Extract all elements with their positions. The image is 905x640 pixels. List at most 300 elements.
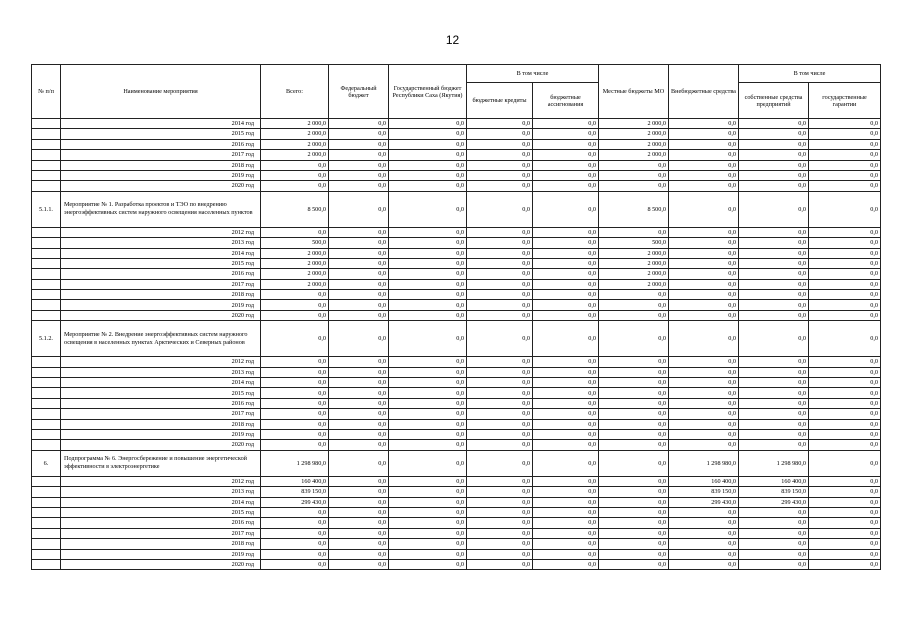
table-row [32, 429, 881, 439]
row-name: 2013 год [61, 487, 261, 497]
cell-value: 0,0 [809, 507, 881, 517]
cell-value: 0,0 [739, 170, 809, 180]
cell-value: 0,0 [467, 139, 533, 149]
cell-value: 0,0 [533, 181, 599, 191]
cell-value: 0,0 [599, 321, 669, 357]
cell-value: 0,0 [809, 450, 881, 476]
row-name: 2017 год [61, 409, 261, 419]
cell-value: 0,0 [329, 487, 389, 497]
cell-value: 0,0 [389, 181, 467, 191]
row-number [32, 549, 61, 559]
cell-value: 0,0 [467, 150, 533, 160]
cell-value: 0,0 [261, 310, 329, 320]
cell-value: 8 500,0 [599, 191, 669, 227]
cell-value: 0,0 [533, 300, 599, 310]
row-number [32, 227, 61, 237]
cell-value: 0,0 [739, 290, 809, 300]
cell-value: 0,0 [739, 559, 809, 569]
cell-value: 2 000,0 [261, 150, 329, 160]
cell-value: 0,0 [533, 419, 599, 429]
cell-value: 0,0 [809, 290, 881, 300]
cell-value: 1 298 980,0 [261, 450, 329, 476]
cell-value: 0,0 [467, 258, 533, 268]
row-number [32, 487, 61, 497]
cell-value: 0,0 [389, 248, 467, 258]
table-row [32, 507, 881, 517]
cell-value: 0,0 [533, 388, 599, 398]
cell-value: 0,0 [389, 440, 467, 450]
cell-value: 0,0 [389, 450, 467, 476]
cell-value: 0,0 [739, 321, 809, 357]
cell-value: 0,0 [669, 269, 739, 279]
cell-value: 0,0 [329, 139, 389, 149]
cell-value: 0,0 [809, 476, 881, 486]
cell-value: 0,0 [389, 119, 467, 129]
cell-value: 0,0 [533, 378, 599, 388]
header-extrabudget: Внебюджетные средства [669, 65, 739, 119]
cell-value: 0,0 [467, 367, 533, 377]
cell-value: 0,0 [261, 549, 329, 559]
row-name: 2015 год [61, 129, 261, 139]
row-name: 2014 год [61, 248, 261, 258]
cell-value: 0,0 [809, 440, 881, 450]
cell-value: 0,0 [533, 170, 599, 180]
cell-value: 0,0 [533, 357, 599, 367]
cell-value: 0,0 [261, 367, 329, 377]
row-number [32, 518, 61, 528]
cell-value: 0,0 [669, 507, 739, 517]
cell-value: 0,0 [669, 440, 739, 450]
cell-value: 0,0 [389, 549, 467, 559]
cell-value: 0,0 [467, 487, 533, 497]
header-guarantees: государственные гарантии [809, 83, 881, 119]
cell-value: 0,0 [467, 398, 533, 408]
cell-value: 0,0 [809, 227, 881, 237]
cell-value: 0,0 [739, 310, 809, 320]
cell-value: 0,0 [599, 378, 669, 388]
cell-value: 0,0 [809, 238, 881, 248]
header-name: Наименование мероприятия [61, 65, 261, 119]
row-name: 2016 год [61, 518, 261, 528]
cell-value: 0,0 [739, 398, 809, 408]
row-name: 2013 год [61, 238, 261, 248]
cell-value: 0,0 [389, 487, 467, 497]
table-row [32, 238, 881, 248]
cell-value: 0,0 [739, 258, 809, 268]
cell-value: 0,0 [389, 518, 467, 528]
cell-value: 0,0 [533, 518, 599, 528]
cell-value: 0,0 [467, 119, 533, 129]
cell-value: 0,0 [809, 419, 881, 429]
cell-value: 0,0 [389, 378, 467, 388]
cell-value: 160 400,0 [669, 476, 739, 486]
row-name: Мероприятие № 2. Внедрение энергоэффективных систем наружного освещения в населенных пунктах Арктических и Северных районов [61, 321, 261, 357]
cell-value: 0,0 [329, 388, 389, 398]
cell-value: 0,0 [739, 119, 809, 129]
cell-value: 0,0 [739, 181, 809, 191]
table-row [32, 559, 881, 569]
cell-value: 0,0 [739, 367, 809, 377]
cell-value: 0,0 [739, 429, 809, 439]
cell-value: 0,0 [389, 507, 467, 517]
cell-value: 0,0 [669, 549, 739, 559]
table-row [32, 300, 881, 310]
cell-value: 0,0 [599, 409, 669, 419]
cell-value: 0,0 [261, 559, 329, 569]
cell-value: 0,0 [809, 321, 881, 357]
cell-value: 0,0 [533, 321, 599, 357]
row-name: 2014 год [61, 497, 261, 507]
cell-value: 0,0 [599, 170, 669, 180]
cell-value: 0,0 [329, 367, 389, 377]
cell-value: 0,0 [329, 129, 389, 139]
cell-value: 0,0 [467, 440, 533, 450]
table-row [32, 269, 881, 279]
table-row [32, 419, 881, 429]
cell-value: 0,0 [329, 248, 389, 258]
table-row [32, 160, 881, 170]
table-row [32, 367, 881, 377]
cell-value: 0,0 [809, 300, 881, 310]
header-credits: бюджетные кредиты [467, 83, 533, 119]
cell-value: 0,0 [467, 310, 533, 320]
cell-value: 0,0 [467, 388, 533, 398]
row-name: 2017 год [61, 528, 261, 538]
cell-value: 0,0 [739, 248, 809, 258]
row-number [32, 139, 61, 149]
cell-value: 0,0 [261, 170, 329, 180]
row-name: 2018 год [61, 160, 261, 170]
cell-value: 0,0 [261, 388, 329, 398]
cell-value: 0,0 [599, 300, 669, 310]
cell-value: 0,0 [261, 409, 329, 419]
cell-value: 0,0 [533, 409, 599, 419]
cell-value: 0,0 [389, 300, 467, 310]
row-name: 2014 год [61, 119, 261, 129]
row-name: 2019 год [61, 549, 261, 559]
cell-value: 0,0 [533, 559, 599, 569]
row-number [32, 150, 61, 160]
cell-value: 0,0 [329, 559, 389, 569]
row-number [32, 119, 61, 129]
cell-value: 0,0 [533, 290, 599, 300]
cell-value: 0,0 [739, 191, 809, 227]
cell-value: 0,0 [669, 518, 739, 528]
cell-value: 0,0 [329, 476, 389, 486]
cell-value: 0,0 [739, 518, 809, 528]
cell-value: 0,0 [261, 518, 329, 528]
row-name: 2019 год [61, 300, 261, 310]
cell-value: 0,0 [261, 300, 329, 310]
cell-value: 0,0 [467, 160, 533, 170]
row-number: 5.1.1. [32, 191, 61, 227]
header-including-1: В том числе [467, 65, 599, 83]
row-name: 2015 год [61, 258, 261, 268]
cell-value: 0,0 [329, 419, 389, 429]
cell-value: 0,0 [533, 191, 599, 227]
cell-value: 0,0 [329, 150, 389, 160]
row-number [32, 419, 61, 429]
cell-value: 0,0 [599, 388, 669, 398]
row-name: 2018 год [61, 290, 261, 300]
cell-value: 0,0 [739, 539, 809, 549]
cell-value: 0,0 [533, 398, 599, 408]
cell-value: 0,0 [809, 539, 881, 549]
row-name: 2012 год [61, 357, 261, 367]
cell-value: 0,0 [599, 419, 669, 429]
row-number [32, 378, 61, 388]
cell-value: 0,0 [809, 429, 881, 439]
cell-value: 1 298 980,0 [739, 450, 809, 476]
cell-value: 0,0 [467, 191, 533, 227]
cell-value: 0,0 [329, 378, 389, 388]
cell-value: 0,0 [809, 119, 881, 129]
cell-value: 0,0 [533, 269, 599, 279]
cell-value: 0,0 [739, 150, 809, 160]
cell-value: 0,0 [809, 269, 881, 279]
row-number: 5.1.2. [32, 321, 61, 357]
cell-value: 0,0 [533, 119, 599, 129]
cell-value: 0,0 [669, 119, 739, 129]
header-state: Государственный бюджет Республики Саха (Якутия) [389, 65, 467, 119]
table-row [32, 129, 881, 139]
cell-value: 0,0 [669, 528, 739, 538]
row-number: 6. [32, 450, 61, 476]
cell-value: 839 150,0 [739, 487, 809, 497]
cell-value: 2 000,0 [261, 279, 329, 289]
cell-value: 0,0 [467, 170, 533, 180]
cell-value: 0,0 [599, 181, 669, 191]
table-row [32, 119, 881, 129]
cell-value: 0,0 [533, 539, 599, 549]
row-number [32, 367, 61, 377]
cell-value: 0,0 [669, 398, 739, 408]
row-number [32, 310, 61, 320]
cell-value: 0,0 [809, 279, 881, 289]
cell-value: 0,0 [467, 497, 533, 507]
cell-value: 0,0 [809, 367, 881, 377]
cell-value: 0,0 [467, 409, 533, 419]
cell-value: 0,0 [389, 150, 467, 160]
cell-value: 0,0 [329, 518, 389, 528]
cell-value: 0,0 [669, 310, 739, 320]
cell-value: 0,0 [389, 139, 467, 149]
header-own-funds: собственные средства предприятий [739, 83, 809, 119]
cell-value: 0,0 [467, 238, 533, 248]
table-header [32, 65, 881, 119]
cell-value: 0,0 [809, 497, 881, 507]
cell-value: 0,0 [533, 367, 599, 377]
cell-value: 0,0 [467, 539, 533, 549]
cell-value: 839 150,0 [261, 487, 329, 497]
cell-value: 0,0 [261, 507, 329, 517]
cell-value: 0,0 [599, 429, 669, 439]
cell-value: 0,0 [739, 129, 809, 139]
program-row [32, 450, 881, 476]
row-number [32, 279, 61, 289]
cell-value: 500,0 [599, 238, 669, 248]
cell-value: 0,0 [329, 290, 389, 300]
cell-value: 0,0 [389, 238, 467, 248]
cell-value: 0,0 [669, 539, 739, 549]
cell-value: 0,0 [467, 321, 533, 357]
cell-value: 0,0 [669, 279, 739, 289]
cell-value: 0,0 [809, 160, 881, 170]
cell-value: 0,0 [533, 507, 599, 517]
table-row [32, 539, 881, 549]
cell-value: 0,0 [739, 279, 809, 289]
cell-value: 0,0 [533, 139, 599, 149]
cell-value: 2 000,0 [599, 139, 669, 149]
cell-value: 2 000,0 [599, 150, 669, 160]
table-row [32, 248, 881, 258]
cell-value: 0,0 [809, 398, 881, 408]
cell-value: 0,0 [467, 518, 533, 528]
row-number [32, 181, 61, 191]
cell-value: 0,0 [669, 409, 739, 419]
cell-value: 0,0 [467, 549, 533, 559]
cell-value: 0,0 [739, 269, 809, 279]
cell-value: 0,0 [533, 476, 599, 486]
cell-value: 0,0 [669, 388, 739, 398]
cell-value: 0,0 [533, 487, 599, 497]
cell-value: 0,0 [389, 258, 467, 268]
cell-value: 0,0 [533, 279, 599, 289]
cell-value: 0,0 [533, 440, 599, 450]
table-row [32, 378, 881, 388]
cell-value: 0,0 [467, 429, 533, 439]
cell-value: 0,0 [809, 559, 881, 569]
cell-value: 0,0 [739, 440, 809, 450]
cell-value: 8 500,0 [261, 191, 329, 227]
cell-value: 0,0 [669, 150, 739, 160]
cell-value: 0,0 [599, 440, 669, 450]
cell-value: 0,0 [669, 300, 739, 310]
cell-value: 0,0 [669, 429, 739, 439]
cell-value: 0,0 [329, 258, 389, 268]
cell-value: 0,0 [329, 238, 389, 248]
table-row [32, 398, 881, 408]
cell-value: 0,0 [389, 388, 467, 398]
cell-value: 0,0 [389, 497, 467, 507]
row-name: 2017 год [61, 279, 261, 289]
cell-value: 0,0 [669, 419, 739, 429]
cell-value: 0,0 [329, 181, 389, 191]
cell-value: 0,0 [809, 409, 881, 419]
cell-value: 160 400,0 [261, 476, 329, 486]
cell-value: 0,0 [261, 227, 329, 237]
cell-value: 0,0 [389, 160, 467, 170]
cell-value: 0,0 [261, 398, 329, 408]
cell-value: 0,0 [809, 518, 881, 528]
row-name: 2020 год [61, 310, 261, 320]
cell-value: 0,0 [329, 429, 389, 439]
cell-value: 0,0 [739, 300, 809, 310]
cell-value: 0,0 [261, 419, 329, 429]
cell-value: 2 000,0 [261, 139, 329, 149]
cell-value: 0,0 [809, 248, 881, 258]
cell-value: 0,0 [389, 367, 467, 377]
cell-value: 0,0 [389, 409, 467, 419]
cell-value: 0,0 [669, 238, 739, 248]
cell-value: 0,0 [533, 248, 599, 258]
cell-value: 0,0 [329, 497, 389, 507]
row-name: 2020 год [61, 440, 261, 450]
cell-value: 0,0 [809, 528, 881, 538]
cell-value: 0,0 [739, 139, 809, 149]
cell-value: 0,0 [669, 321, 739, 357]
table-row [32, 549, 881, 559]
cell-value: 0,0 [329, 528, 389, 538]
cell-value: 0,0 [599, 290, 669, 300]
cell-value: 0,0 [533, 227, 599, 237]
table-row [32, 181, 881, 191]
table-row [32, 476, 881, 486]
cell-value: 0,0 [739, 419, 809, 429]
cell-value: 0,0 [467, 559, 533, 569]
cell-value: 0,0 [389, 129, 467, 139]
cell-value: 0,0 [739, 357, 809, 367]
cell-value: 0,0 [261, 440, 329, 450]
cell-value: 0,0 [669, 160, 739, 170]
cell-value: 0,0 [389, 357, 467, 367]
row-name: Мероприятие № 1. Разработка проектов и ТЭО по внедрению энергоэффективных систем наружного освещения населенных пунктов [61, 191, 261, 227]
cell-value: 0,0 [329, 300, 389, 310]
header-including-2: В том числе [739, 65, 881, 83]
cell-value: 2 000,0 [261, 248, 329, 258]
cell-value: 0,0 [467, 290, 533, 300]
cell-value: 2 000,0 [599, 258, 669, 268]
row-name: 2019 год [61, 170, 261, 180]
cell-value: 0,0 [669, 357, 739, 367]
cell-value: 0,0 [599, 450, 669, 476]
cell-value: 0,0 [261, 429, 329, 439]
table-row [32, 497, 881, 507]
row-name: 2016 год [61, 139, 261, 149]
cell-value: 0,0 [389, 559, 467, 569]
cell-value: 299 430,0 [669, 497, 739, 507]
cell-value: 0,0 [389, 170, 467, 180]
cell-value: 0,0 [599, 487, 669, 497]
cell-value: 0,0 [533, 429, 599, 439]
table-row [32, 440, 881, 450]
cell-value: 0,0 [467, 181, 533, 191]
cell-value: 0,0 [389, 191, 467, 227]
cell-value: 0,0 [809, 549, 881, 559]
row-number [32, 476, 61, 486]
program-row [32, 191, 881, 227]
cell-value: 0,0 [669, 170, 739, 180]
header-federal: Федеральный бюджет [329, 65, 389, 119]
cell-value: 0,0 [467, 248, 533, 258]
cell-value: 0,0 [329, 450, 389, 476]
cell-value: 0,0 [809, 258, 881, 268]
row-number [32, 129, 61, 139]
cell-value: 0,0 [809, 181, 881, 191]
row-name: 2017 год [61, 150, 261, 160]
row-number [32, 507, 61, 517]
row-name: 2016 год [61, 398, 261, 408]
cell-value: 160 400,0 [739, 476, 809, 486]
table-row [32, 528, 881, 538]
cell-value: 0,0 [533, 450, 599, 476]
cell-value: 0,0 [467, 419, 533, 429]
cell-value: 2 000,0 [599, 129, 669, 139]
page-number: 12 [445, 33, 460, 47]
table-row [32, 139, 881, 149]
cell-value: 1 298 980,0 [669, 450, 739, 476]
row-number [32, 357, 61, 367]
